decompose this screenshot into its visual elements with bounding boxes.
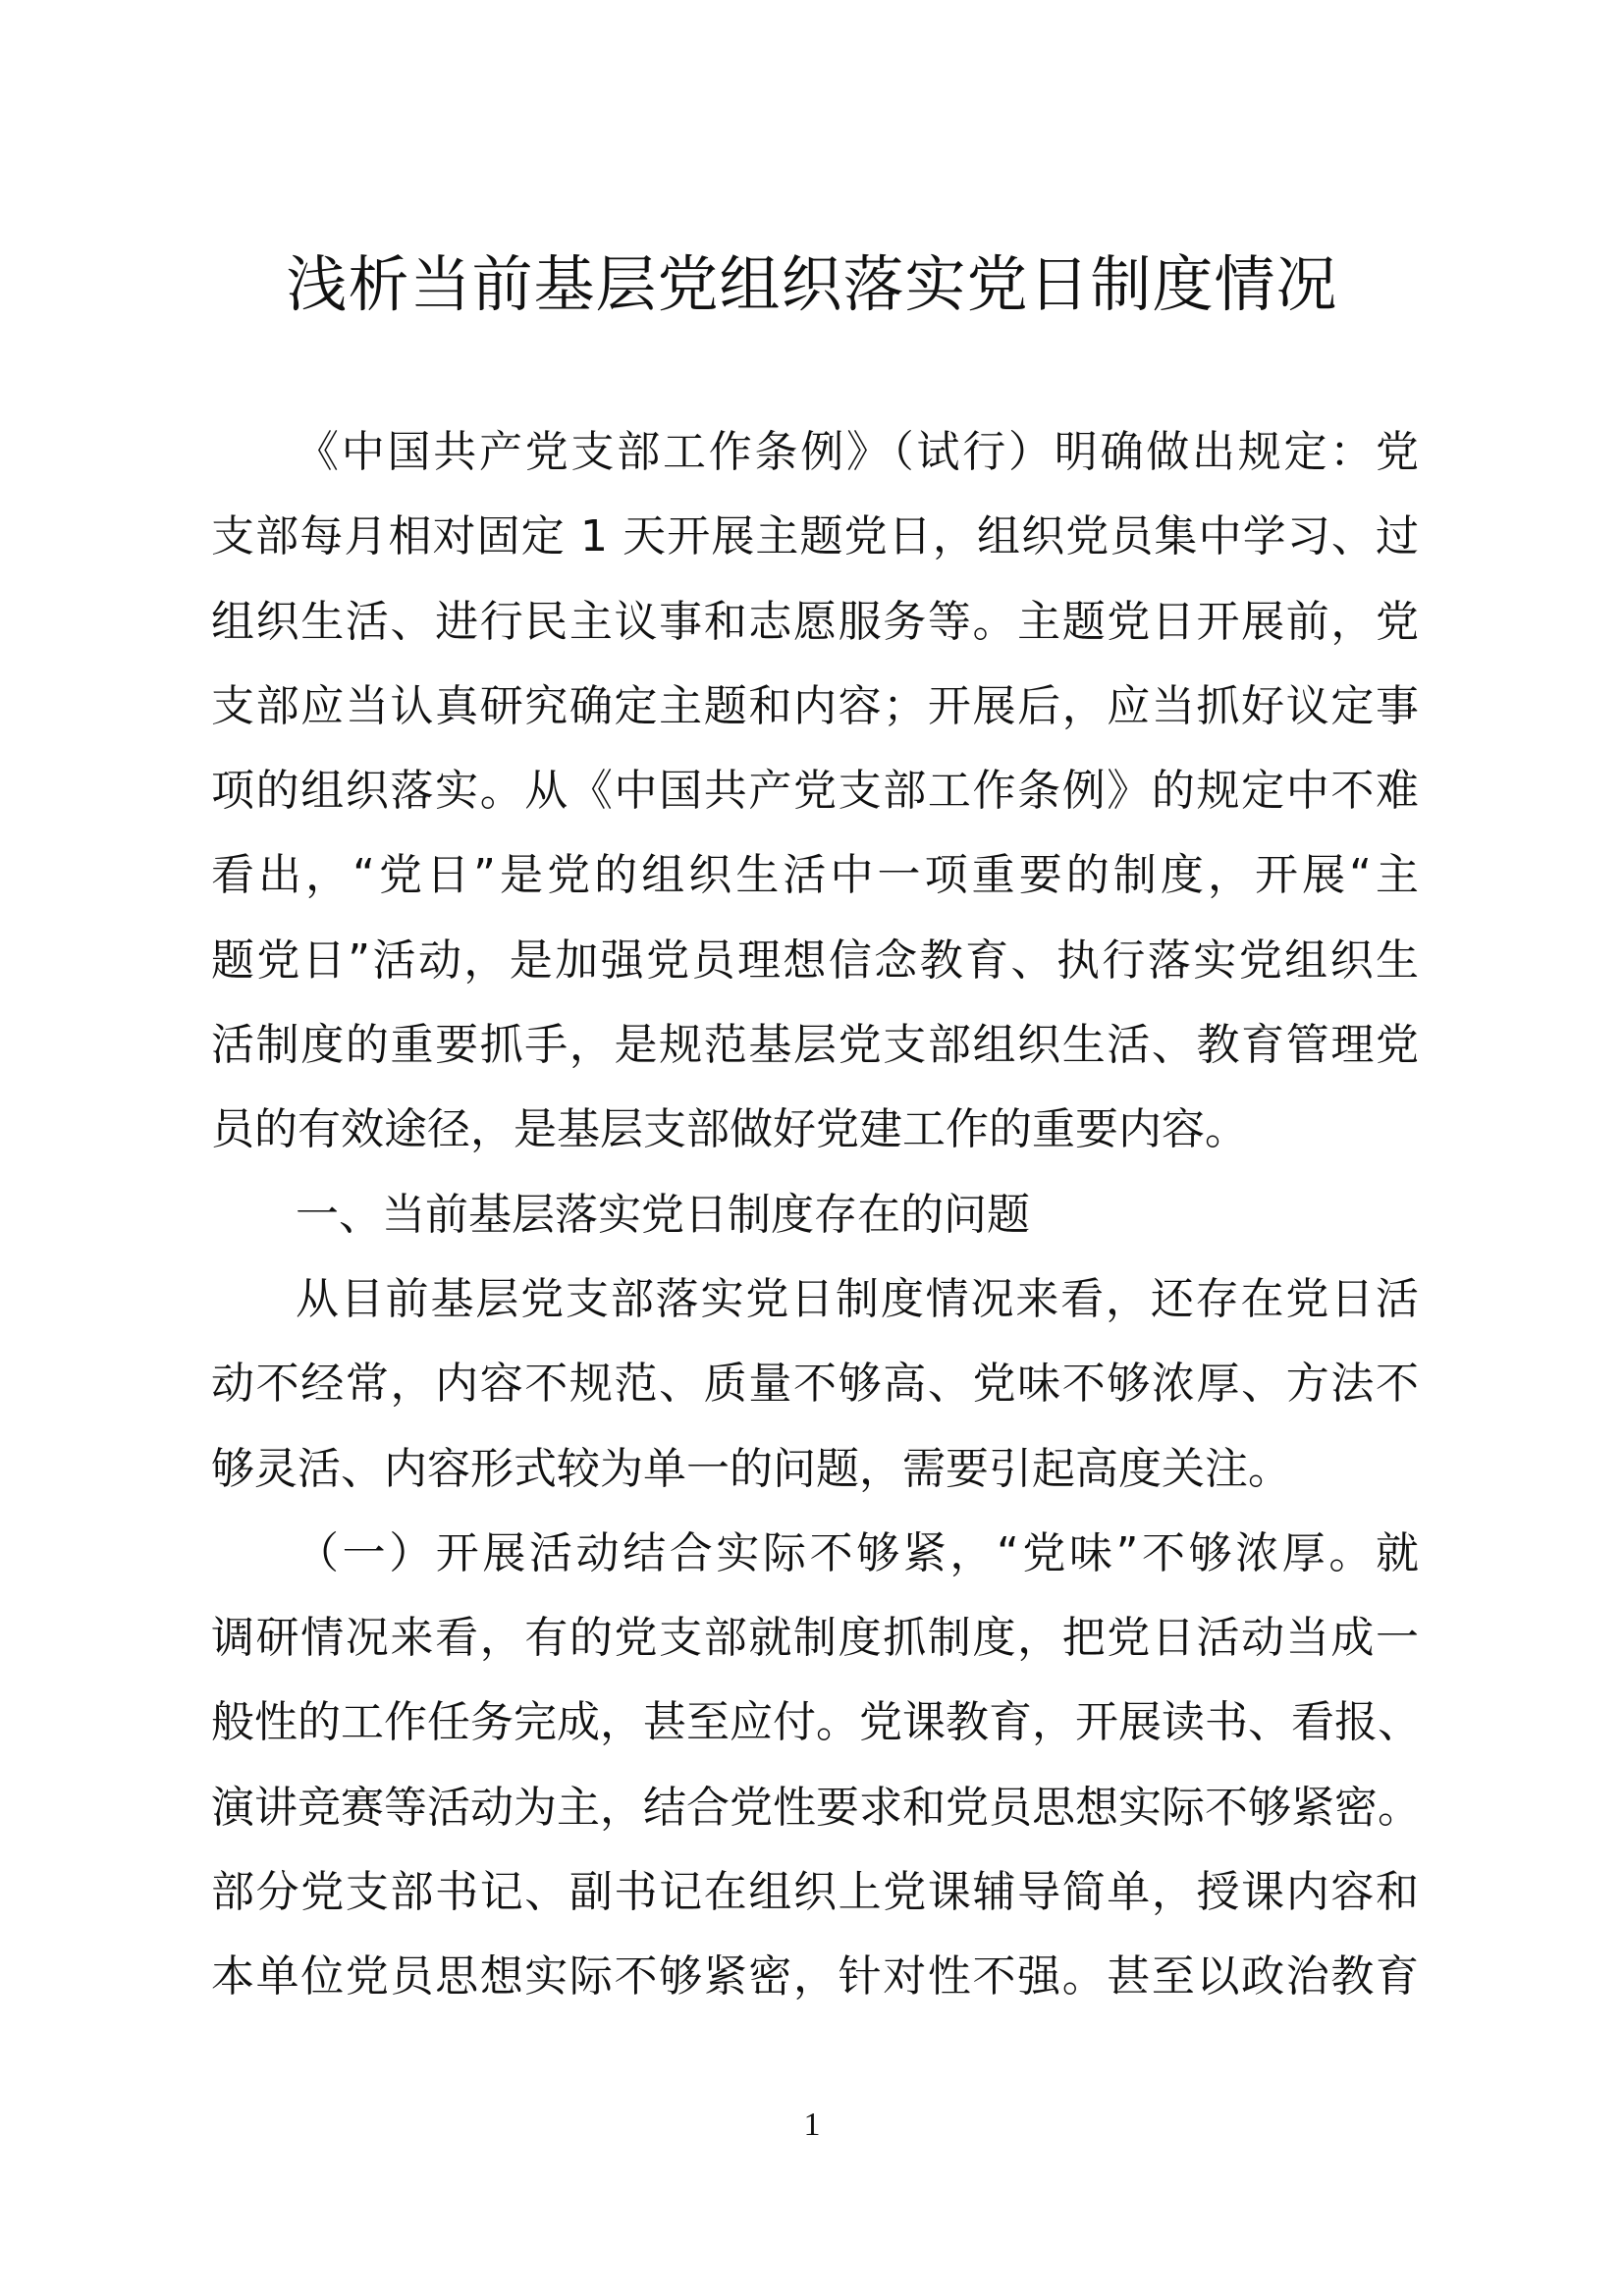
page-number: 1 — [803, 2107, 821, 2143]
text-line: 动不经常，内容不规范、质量不够高、党味不够浓厚、方法不 — [211, 1359, 1419, 1410]
text-line: 演讲竞赛等活动为主，结合党性要求和党员思想实际不够紧密。 — [211, 1782, 1421, 1833]
text-line: 支部每月相对固定 1 天开展主题党日，组织党员集中学习、过 — [211, 511, 1419, 562]
text-line: 组织生活、进行民主议事和志愿服务等。主题党日开展前，党 — [211, 596, 1419, 647]
text-line: 项的组织落实。从《中国共产党支部工作条例》的规定中不难 — [211, 766, 1419, 817]
text-line: 够灵活、内容形式较为单一的问题，需要引起高度关注。 — [211, 1443, 1291, 1494]
paragraph — [211, 1512, 1419, 2020]
text-line: 本单位党员思想实际不够紧密，针对性不强。甚至以政治教育 — [211, 1951, 1419, 2002]
text-line: 部分党支部书记、副书记在组织上党课辅导简单，授课内容和 — [211, 1867, 1419, 1918]
text-line: 员的有效途径，是基层支部做好党建工作的重要内容。 — [211, 1104, 1248, 1155]
heading-line: 一、当前基层落实党日制度存在的问题 — [296, 1189, 1030, 1240]
document-title: 浅析当前基层党组织落实党日制度情况 — [286, 248, 1338, 320]
text-line: 看出，“党日”是党的组织生活中一项重要的制度，开展“主 — [211, 850, 1419, 901]
paragraph — [211, 410, 1419, 1173]
text-line: 《中国共产党支部工作条例》（试行）明确做出规定：党 — [296, 427, 1419, 477]
section-heading — [211, 1173, 1419, 1257]
text-line: 活制度的重要抓手，是规范基层党支部组织生活、教育管理党 — [211, 1020, 1419, 1071]
text-line: 题党日”活动，是加强党员理想信念教育、执行落实党组织生 — [211, 934, 1419, 986]
text-line: （一）开展活动结合实际不够紧，“党味”不够浓厚。就 — [296, 1527, 1419, 1578]
text-line: 从目前基层党支部落实党日制度情况来看，还存在党日活 — [296, 1273, 1419, 1324]
document-body — [211, 410, 1419, 2020]
text-line: 般性的工作任务完成，甚至应付。党课教育，开展读书、看报、 — [211, 1697, 1421, 1748]
text-line: 支部应当认真研究确定主题和内容；开展后，应当抓好议定事 — [211, 680, 1419, 731]
text-line: 调研情况来看，有的党支部就制度抓制度，把党日活动当成一 — [211, 1613, 1419, 1664]
paragraph — [211, 1257, 1419, 1512]
